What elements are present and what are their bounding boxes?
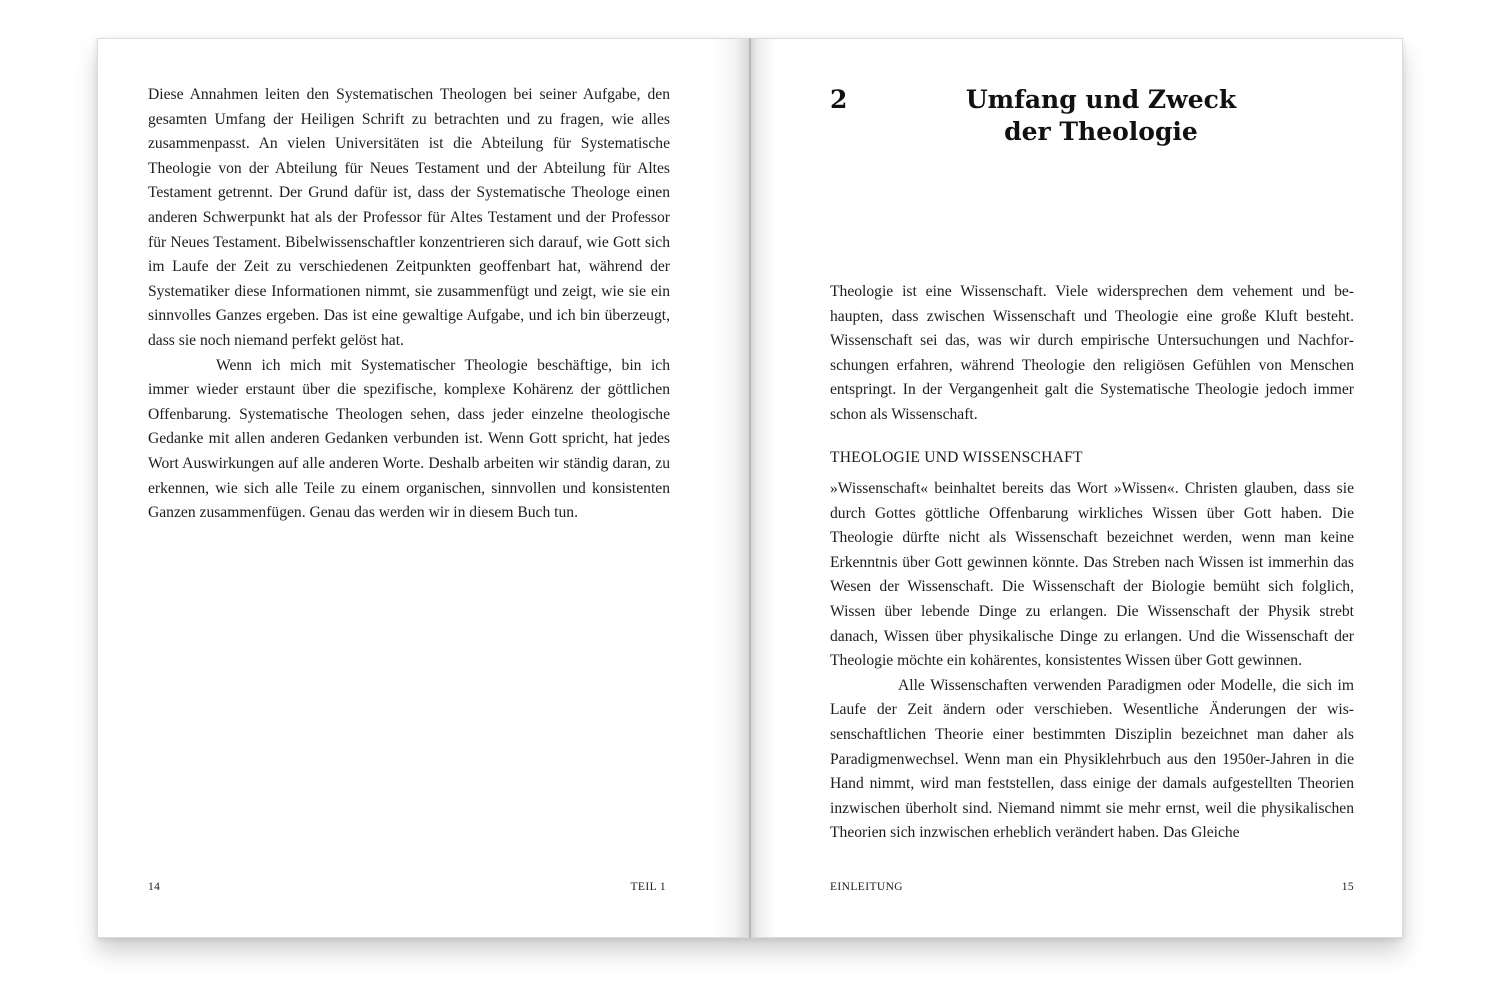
left-page-number: 14 bbox=[148, 881, 161, 893]
left-paragraph-2: Wenn ich mich mit Systematischer Theologie beschäftige, bin ich immer wieder erstaunt über die spezifische, komplexe Kohärenz der göttlichen Offenbarung. Systematische Theologen sehen, dass jeder einzelne theologische Gedanke mit allen anderen Gedanken verbunden ist. Wenn Gott spricht, hat jedes Wort Auswirkungen auf alle anderen Worte. Deshalb arbeiten wir ständig daran, zu erkennen, wie sich alle Teile zu einem organischen, sinnvollen und konsistenten Ganzen zusammenfügen. Genau das werden wir in diesem Buch tun. bbox=[148, 356, 670, 522]
left-gutter-shadow bbox=[714, 39, 750, 937]
right-running-head: EINLEITUNG bbox=[830, 881, 903, 893]
right-page-number: 15 bbox=[1341, 881, 1354, 893]
section-heading: THEOLOGIE UND WISSENSCHAFT bbox=[830, 449, 1083, 466]
chapter-intro bbox=[830, 280, 1354, 428]
chapter-title bbox=[910, 84, 1292, 148]
left-page bbox=[97, 38, 750, 938]
left-paragraph-1: Diese Annahmen leiten den Systematischen Theologen bei seiner Aufgabe, den gesamten Umfang der Heiligen Schrift zu betrachten und zu fragen, wie alles zusammenpasst. An vielen Universitäten ist die Abteilung für Systematische Theologie von der Abteilung für Neues Testament und der Abteilung für Altes Testament getrennt. Der Grund dafür ist, dass der Systematische Theologe einen anderen Schwerpunkt hat als der Professor für Altes Testament und der Professor für Neues Testament. Bibelwissenschaftler konzentrieren sich darauf, wie Gott sich im Laufe der Zeit zu verschiedenen Zeitpunkten geoffenbart hat, während der Systematiker diese Informationen nimmt, sie zusammenfügt und zeigt, wie sie ein sinnvolles Ganzes ergeben. Das ist eine gewaltige Aufgabe, und ich bin überzeugt, dass sie noch niemand perfekt gelöst hat. bbox=[148, 86, 670, 349]
chapter-title-line-1: Umfang und Zweck bbox=[965, 85, 1237, 114]
section-paragraph-2: Alle Wissenschaften verwenden Paradigmen oder Modelle, die sich im Laufe der Zeit ändern oder verschieben. Wesentliche Änderungen der wissenschaftlichen Theorie einer bestimmten Disziplin bezeichnet man daher als Paradigmenwechsel. Wenn man ein Physiklehrbuch aus den 1950er-Jahren in die Hand nimmt, wird man feststellen, dass einige der damals aufgestellten Theorien inzwischen überholt sind. Niemand nimmt sie mehr ernst, weil die physikalischen Theorien sich inzwischen erheblich verändert haben. Das Gleiche bbox=[830, 676, 1354, 842]
right-page bbox=[750, 38, 1403, 938]
right-gutter-shadow bbox=[750, 39, 776, 937]
section-body bbox=[830, 477, 1354, 846]
spine-fold bbox=[749, 38, 751, 938]
left-running-head: TEIL 1 bbox=[630, 881, 666, 893]
left-page-body bbox=[148, 83, 670, 526]
section-paragraph-1: »Wissenschaft« beinhaltet bereits das Wort »Wissen«. Christen glauben, dass sie durch Gottes göttliche Offenbarung wirkliches Wissen über Gott haben. Die Theologie dürfte nicht als Wissenschaft bezeichnet werden, wenn man keine Erkenntnis über Gott gewinnen könnte. Das Streben nach Wissen ist immerhin das Wesen der Wissenschaft. Die Wissenschaft der Biologie bemüht sich folglich, Wissen über lebende Dinge zu erlangen. Die Wissenschaft der Physik strebt danach, Wissen über physikalische Dinge zu erlangen. Und die Wissenschaft der Theologie möchte ein kohärentes, konsistentes Wissen über Gott gewinnen. bbox=[830, 480, 1354, 670]
chapter-title-line-2: der Theologie bbox=[1004, 117, 1198, 146]
chapter-number: 2 bbox=[830, 85, 848, 114]
book-spread bbox=[97, 38, 1403, 938]
intro-paragraph: Theologie ist eine Wissenschaft. Viele widersprechen dem vehement und behaupten, dass zwischen Wissenschaft und Theologie eine große Kluft besteht. Wissenschaft sei das, was wir durch empirische Untersuchungen und Nachforschungen erfahren, während Theologie den religiösen Gefühlen von Menschen entspringt. In der Vergangenheit galt die Systematische Theologie jedoch immer schon als Wissenschaft. bbox=[830, 283, 1354, 423]
